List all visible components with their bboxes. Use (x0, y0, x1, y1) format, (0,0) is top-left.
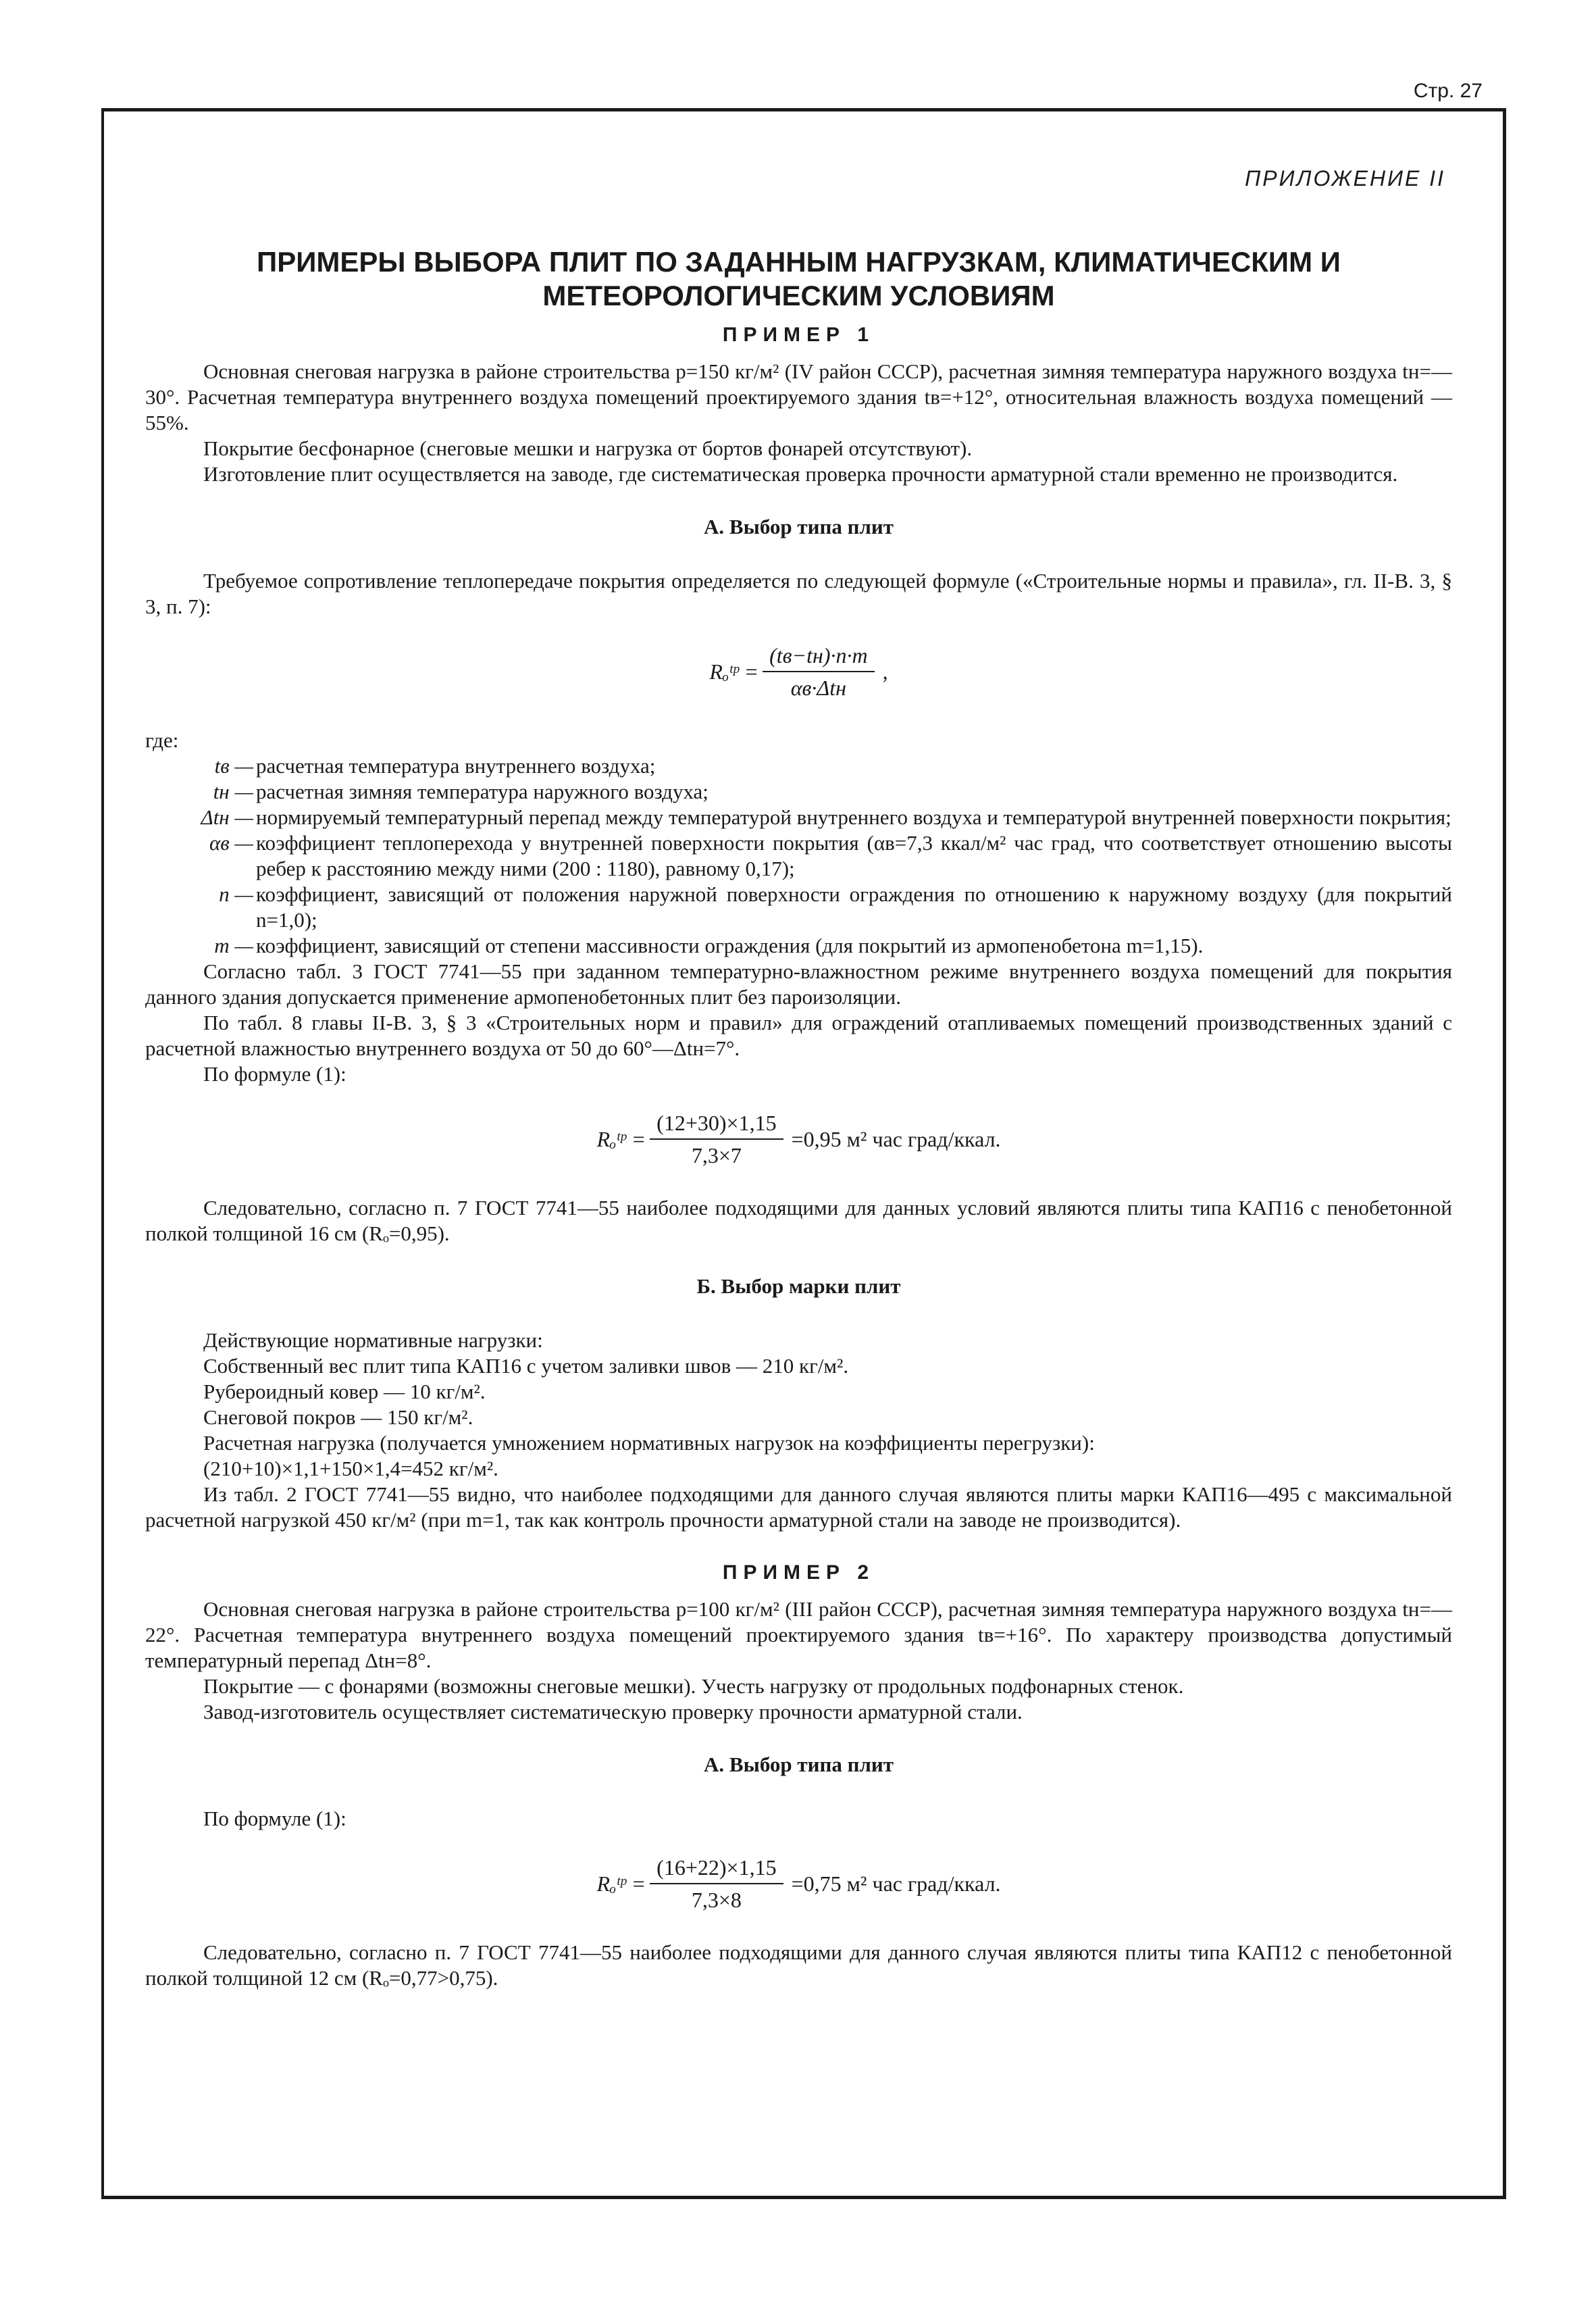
definition-item (152, 779, 1452, 805)
definition-item (152, 933, 1452, 959)
example1-intro-paragraph: Основная снеговая нагрузка в районе строительства p=150 кг/м² (IV район СССР), расчетная зимняя температура наружного воздуха tн=—30°. Расчетная температура внутреннего воздуха помещений проектируемого здания tв=+12°, относительная влажность воздуха помещений — 55%. (145, 359, 1452, 434)
example2-a-conclusion: Следовательно, согласно п. 7 ГОСТ 7741—55 наиболее подходящими для данного случая являются плиты типа КАП12 с пенобетонной полкой толщиной 12 см (Rₒ=0,77>0,75). (145, 1940, 1452, 1990)
example2-intro-paragraph: Завод-изготовитель осуществляет систематическую проверку прочности арматурной стали. (203, 1700, 1023, 1724)
formula-lhs: Rₒᵗᵖ = (596, 1127, 646, 1151)
definition-symbol: tв — (214, 754, 253, 778)
example1-a-paragraph: По формуле (1): (203, 1062, 346, 1086)
formula-denominator: 7,3×8 (691, 1888, 742, 1912)
frame-left-rule (101, 108, 104, 2196)
formula-lhs: Rₒᵗᵖ = (709, 659, 759, 684)
definition-symbol: n — (219, 882, 253, 906)
definition-symbol: αв — (209, 831, 253, 855)
definition-text: коэффициент, зависящий от степени массивности ограждения (для покрытий из армопенобетона m=1,15). (256, 934, 1204, 957)
definition-text: расчетная температура внутреннего воздуха; (256, 754, 656, 778)
example2-a-paragraph: По формуле (1): (203, 1807, 346, 1830)
formula-numerator: (16+22)×1,15 (650, 1855, 783, 1884)
example1-a-paragraph: Требуемое сопротивление теплопередаче покрытия определяется по следующей формуле («Строительные нормы и правила», гл. II-В. 3, § 3, п. 7): (145, 569, 1452, 618)
formula-fraction (763, 643, 875, 701)
page-title: ПРИМЕРЫ ВЫБОРА ПЛИТ ПО ЗАДАННЫМ НАГРУЗКАМ, КЛИМАТИЧЕСКИМ И МЕТЕОРОЛОГИЧЕСКИМ УСЛОВИЯМ (257, 246, 1341, 311)
frame-top-rule (101, 108, 1503, 111)
example2-heading: ПРИМЕР 2 (722, 1561, 875, 1584)
example1-a-paragraph: Согласно табл. 3 ГОСТ 7741—55 при заданном температурно-влажностном режиме внутреннего воздуха помещений для покрытия данного здания допускается применение армопенобетонных плит без пароизоляции. (145, 959, 1452, 1009)
formula-fraction (650, 1855, 783, 1913)
page-number: Стр. 27 (1413, 80, 1483, 102)
formula-denominator: 7,3×7 (691, 1143, 742, 1167)
formula-fraction (650, 1110, 783, 1168)
example1-intro-paragraph: Покрытие бесфонарное (снеговые мешки и нагрузка от бортов фонарей отсутствуют). (203, 436, 973, 460)
definition-item (152, 882, 1452, 933)
example1-b-conclusion: Из табл. 2 ГОСТ 7741—55 видно, что наиболее подходящими для данного случая являются плиты марки КАП16—495 с максимальной расчетной нагрузкой 450 кг/м² (при m=1, так как контроль прочности арматурной стали на заводе не производится). (145, 1482, 1452, 1532)
example1-section-a-heading: А. Выбор типа плит (704, 515, 894, 538)
frame-bottom-rule (101, 2196, 1506, 2199)
example2-intro-paragraph: Основная снеговая нагрузка в районе строительства p=100 кг/м² (III район СССР), расчетная зимняя температура наружного воздуха tн=—22°. Расчетная температура внутреннего воздуха помещений проектируемого здания tв=+16°. По характеру производства допустимый температурный перепад Δtн=8°. (145, 1597, 1452, 1672)
definition-item (152, 805, 1452, 830)
example1-heading: ПРИМЕР 1 (722, 324, 875, 346)
example1-a-paragraph: По табл. 8 главы II-В. 3, § 3 «Строительных норм и правил» для ограждений отапливаемых помещений производственных зданий с расчетной влажностью внутреннего воздуха от 50 до 60°—Δtн=7°. (145, 1011, 1452, 1060)
definition-symbol: Δtн — (201, 805, 253, 829)
where-label: где: (145, 728, 179, 752)
definition-item (152, 830, 1452, 882)
appendix-label: ПРИЛОЖЕНИЕ II (1245, 166, 1445, 191)
definitions-list (152, 753, 1452, 959)
frame-right-rule (1503, 108, 1506, 2196)
formula-result: =0,95 м² час град/ккал. (791, 1127, 1001, 1151)
definition-text: коэффициент теплоперехода у внутренней поверхности покрытия (αв=7,3 ккал/м² час град, что соответствует отношению высоты ребер к расстоянию между ними (200 : 1180), равному 0,17); (256, 831, 1452, 880)
formula-calculation-2 (145, 1855, 1452, 1913)
definition-symbol: m — (214, 934, 253, 957)
example2-section-a-heading: А. Выбор типа плит (704, 1753, 894, 1776)
definition-text: коэффициент, зависящий от положения наружной поверхности ограждения по отношению к наружному воздуху (для покрытий n=1,0); (256, 882, 1452, 932)
load-line: (210+10)×1,1+150×1,4=452 кг/м². (203, 1457, 498, 1480)
definition-text: нормируемый температурный перепад между температурой внутреннего воздуха и температурой внутренней поверхности покрытия; (256, 805, 1451, 829)
formula-lhs: Rₒᵗᵖ = (596, 1871, 646, 1896)
load-line: Собственный вес плит типа КАП16 с учетом заливки швов — 210 кг/м². (203, 1354, 849, 1378)
example1-intro-paragraph: Изготовление плит осуществляется на заводе, где систематическая проверка прочности арматурной стали временно не производится. (203, 462, 1398, 486)
formula-numerator: (12+30)×1,15 (650, 1110, 783, 1140)
document-body (145, 166, 1452, 1991)
example1-a-conclusion: Следовательно, согласно п. 7 ГОСТ 7741—55 наиболее подходящими для данных условий являются плиты типа КАП16 с пенобетонной полкой толщиной 16 см (Rₒ=0,95). (145, 1196, 1452, 1245)
formula-tail: , (882, 659, 888, 684)
formula-result: =0,75 м² час град/ккал. (791, 1871, 1001, 1896)
formula-numerator: (tв−tн)·n·m (763, 643, 875, 672)
load-line: Снеговой покров — 150 кг/м². (203, 1405, 473, 1429)
formula-denominator: αв·Δtн (790, 676, 846, 700)
formula-calculation-1 (145, 1110, 1452, 1168)
example2-intro-paragraph: Покрытие — с фонарями (возможны снеговые мешки). Учесть нагрузку от продольных подфонарных стенок. (203, 1674, 1184, 1698)
definition-item (152, 753, 1452, 779)
example1-section-b-heading: Б. Выбор марки плит (696, 1274, 901, 1298)
formula-required-resistance (145, 643, 1452, 701)
load-line: Рубероидный ковер — 10 кг/м². (203, 1380, 486, 1403)
load-line: Расчетная нагрузка (получается умножением нормативных нагрузок на коэффициенты перегрузки): (203, 1431, 1095, 1455)
definition-text: расчетная зимняя температура наружного воздуха; (256, 780, 709, 803)
definition-symbol: tн — (213, 780, 253, 803)
load-line: Действующие нормативные нагрузки: (203, 1328, 543, 1352)
